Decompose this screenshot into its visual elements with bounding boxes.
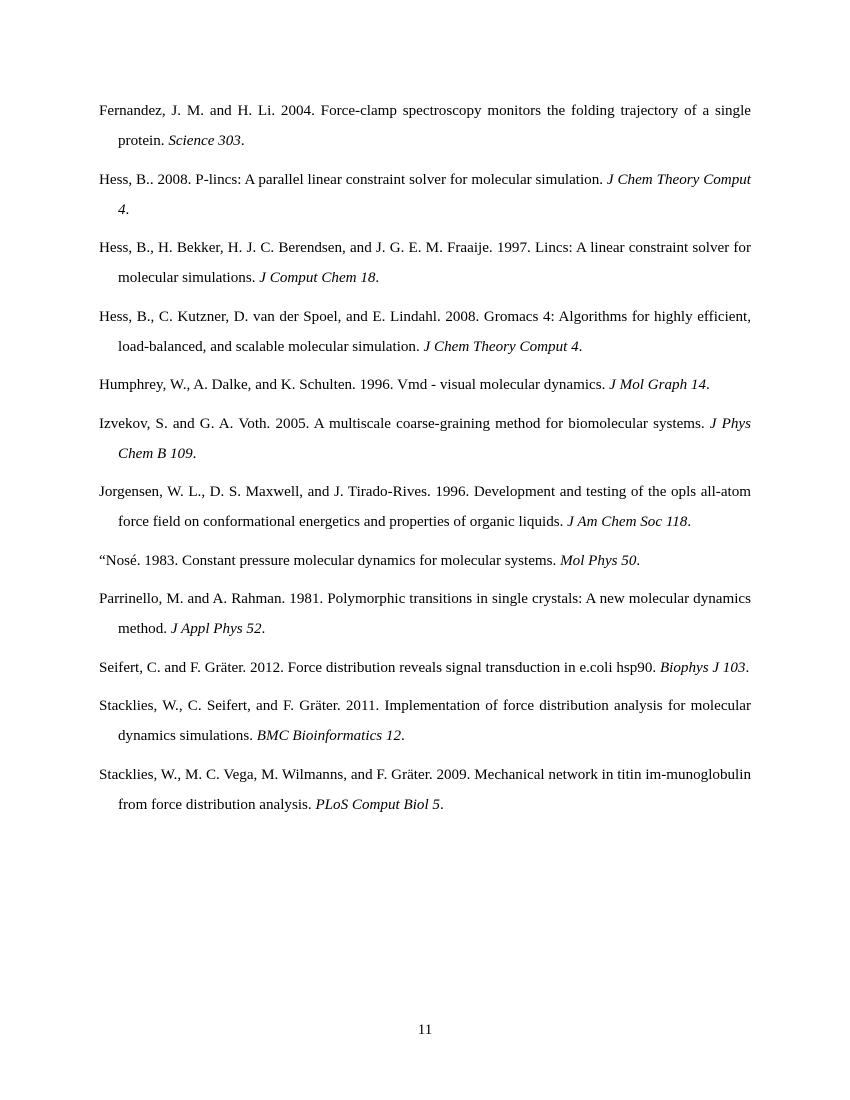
reference-entry bbox=[99, 546, 751, 576]
reference-tail: . bbox=[125, 201, 130, 218]
reference-text: Jorgensen, W. L., D. S. Maxwell, and J. Tirado-Rives. 1996. Development and testing of the opls all-atom force field on conformational energetics and properties of organic liquids. bbox=[99, 484, 751, 530]
journal-title: PLoS Comput Biol 5 bbox=[315, 796, 440, 813]
reference-tail: . bbox=[745, 659, 750, 676]
reference-tail: . bbox=[375, 270, 380, 286]
reference-list bbox=[99, 96, 751, 820]
reference-text: Fernandez, J. M. and H. Li. 2004. Force-clamp spectroscopy monitors the folding trajectory of a single protein. bbox=[99, 103, 751, 149]
reference-entry bbox=[99, 302, 751, 362]
reference-text: Humphrey, W., A. Dalke, and K. Schulten. 1996. Vmd - visual molecular dynamics. bbox=[99, 377, 610, 393]
reference-text: Izvekov, S. and G. A. Voth. 2005. A multiscale coarse-graining method for biomolecular systems. bbox=[99, 415, 710, 432]
reference-text: Hess, B., C. Kutzner, D. van der Spoel, and E. Lindahl. 2008. Gromacs 4: Algorithms for highly efficient, load-balanced, and scalable molecular simulation. bbox=[99, 308, 751, 355]
reference-entry bbox=[99, 409, 751, 469]
reference-entry bbox=[99, 233, 751, 293]
reference-tail: . bbox=[192, 445, 197, 462]
reference-text: “Nosé. 1983. Constant pressure molecular dynamics for molecular systems. bbox=[99, 552, 561, 569]
page-number: 11 bbox=[417, 1022, 433, 1038]
reference-tail: . bbox=[401, 728, 405, 744]
reference-tail: . bbox=[240, 133, 245, 149]
journal-title: J Chem Theory Comput 4 bbox=[423, 338, 579, 355]
reference-entry bbox=[99, 96, 751, 156]
reference-entry bbox=[99, 477, 751, 537]
journal-title: J Appl Phys 52 bbox=[170, 621, 262, 637]
reference-entry bbox=[99, 370, 751, 400]
reference-text: Parrinello, M. and A. Rahman. 1981. Polymorphic transitions in single crystals: A new molecular dynamics method. bbox=[99, 591, 751, 637]
journal-title: BMC Bioinformatics 12 bbox=[256, 728, 402, 744]
reference-tail: . bbox=[261, 621, 266, 637]
reference-text: Stacklies, W., C. Seifert, and F. Gräter. 2011. Implementation of force distribution analysis for molecular dynamics simulations. bbox=[99, 698, 751, 744]
reference-entry bbox=[99, 165, 751, 225]
journal-title: Mol Phys 50 bbox=[560, 552, 637, 569]
journal-title: J Comput Chem 18 bbox=[259, 270, 376, 286]
reference-tail: . bbox=[439, 796, 444, 813]
journal-title: J Mol Graph 14 bbox=[609, 377, 707, 393]
reference-text: Hess, B., H. Bekker, H. J. C. Berendsen, and J. G. E. M. Fraaije. 1997. Lincs: A linear constraint solver for molecular simulations. bbox=[99, 240, 751, 286]
reference-tail: . bbox=[687, 514, 692, 530]
reference-tail: . bbox=[578, 338, 583, 355]
journal-title: J Am Chem Soc 118 bbox=[567, 514, 688, 530]
reference-text: Seifert, C. and F. Gräter. 2012. Force distribution reveals signal transduction in e.coli hsp90. bbox=[99, 659, 660, 676]
journal-title: Biophys J 103 bbox=[659, 659, 746, 676]
journal-title: J Phys Chem B 109 bbox=[118, 415, 751, 462]
reference-entry bbox=[99, 584, 751, 644]
reference-text: Stacklies, W., M. C. Vega, M. Wilmanns, and F. Gräter. 2009. Mechanical network in titin im-munoglobulin from force distribution analysis. bbox=[99, 766, 751, 813]
reference-entry bbox=[99, 691, 751, 751]
reference-tail: . bbox=[706, 377, 710, 393]
journal-title: Science 303 bbox=[168, 133, 241, 149]
reference-tail: . bbox=[636, 552, 641, 569]
reference-entry bbox=[99, 760, 751, 820]
reference-text: Hess, B.. 2008. P-lincs: A parallel linear constraint solver for molecular simulation. bbox=[99, 171, 607, 188]
reference-entry bbox=[99, 653, 751, 683]
journal-title: J Chem Theory Comput 4 bbox=[118, 171, 751, 218]
